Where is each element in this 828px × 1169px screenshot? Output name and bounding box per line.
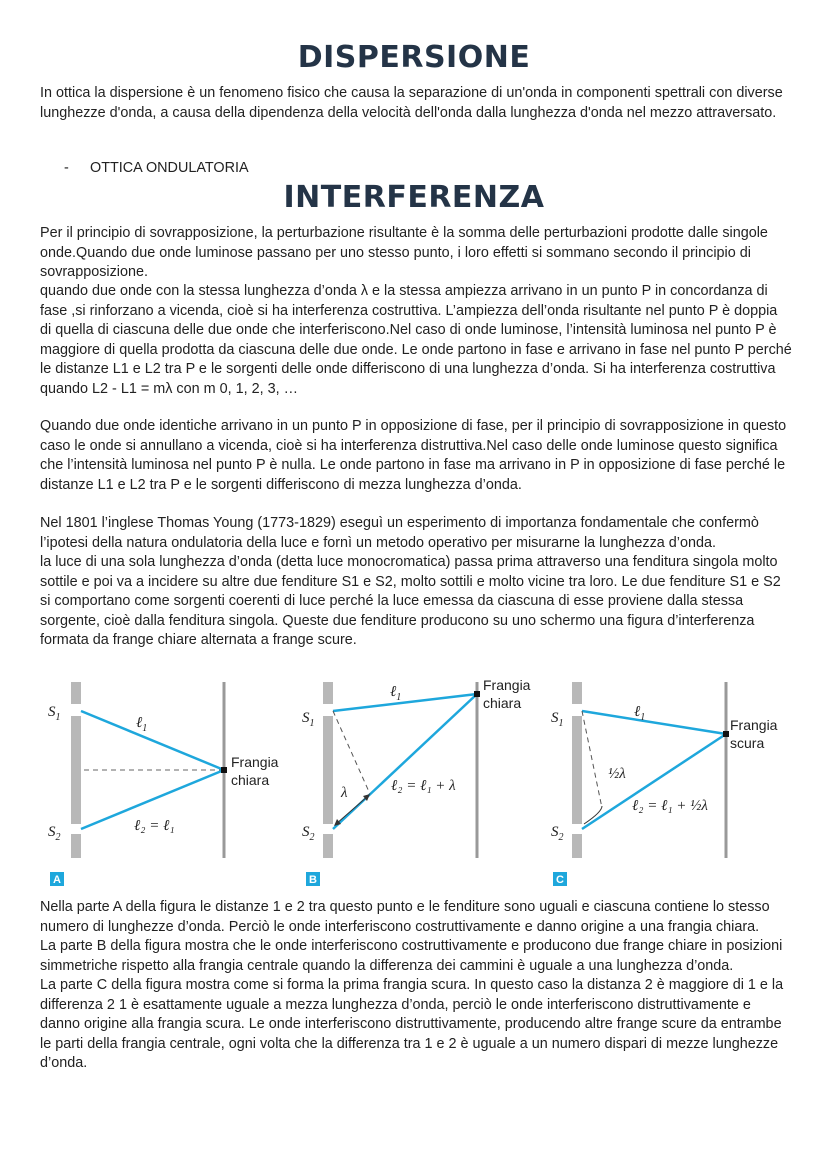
frangia-label-line2: chiara (483, 695, 522, 711)
figure-c (540, 672, 800, 894)
paragraph-4: Nel 1801 l’inglese Thomas Young (1773-1829) eseguì un esperimento di importanza fondamentale che confermò l’ipotesi della natura ondulatoria della luce e fornì un metodo operativo per misurarne la lunghezza d’onda. la luce di una sola lunghezza d’onda (detta luce monocromatica) passa prima attraverso una fenditura singola molto sottile e poi va a incidere su altre due fenditure S1 e S2, molto sottili e molto vicine tra loro. Le due fenditure S1 e S2 si comportano come sorgenti coerenti di luce perché la luce emessa da ciascuna di esse proviene dalla stessa sorgente, cioè dalla fenditura singola. Queste due fenditure producono su uno schermo una figura d’interferenza formata da frange chiare alternata a frange scure. (40, 515, 781, 648)
figure-b (290, 672, 550, 894)
l1-label: ℓ$_1$ (390, 684, 402, 703)
ray-l2 (582, 734, 726, 829)
paragraph-2: quando due onde con la stessa lunghezza d’onda λ e la stessa ampiezza arrivano in un punto P in concordanza di fase ,si rinforzano a vicenda, cioè si ha interferenza costruttiva. L’ampiezza dell’onda risultante nel punto P è doppia di quella di ciascuna delle due onde che interferiscono.Nel caso di onde luminose, l’intensità luminosa nel punto P è maggiore di quella prodotta da ciascuna delle due onde. Le onde partono in fase e arrivano in fase nel punto P perché le distanze L1 e L2 tra P e le sorgenti delle onde differiscono di una lunghezza d’onda. Si ha interferenza costruttiva quando L2 - L1 = mλ con m 0, 1, 2, 3, … (40, 283, 792, 397)
point-p (723, 731, 729, 737)
frangia-label-line2: scura (730, 735, 765, 751)
barrier-bottom (71, 834, 81, 858)
paragraph-1: Per il principio di sovrapposizione, la perturbazione risultante è la somma delle perturbazioni prodotte dalle singole onde.Quando due onde luminose passano per uno stesso punto, i loro effetti si sommano secondo il principio di sovrapposizione. (40, 225, 768, 280)
frangia-label-line1: Frangia (231, 754, 279, 770)
point-p (474, 691, 480, 697)
barrier-bottom (572, 834, 582, 858)
tag-letter: B (309, 874, 317, 886)
perpendicular (333, 711, 370, 794)
barrier-top (572, 682, 582, 704)
ray-l1 (81, 711, 224, 770)
figure-a (30, 672, 290, 894)
l1-label: ℓ$_1$ (634, 704, 646, 723)
bullet-dash: - (64, 160, 69, 176)
l1-label: ℓ$_1$ (136, 715, 148, 734)
frangia-label-line2: chiara (231, 772, 270, 788)
barrier-top (323, 682, 333, 704)
eq-label: ℓ₂ = ℓ₁ (134, 818, 175, 834)
bullet-text: OTTICA ONDULATORIA (90, 160, 249, 176)
tag-letter: C (556, 874, 564, 886)
eq-label: ℓ₂ = ℓ₁ + λ (391, 778, 456, 794)
lambda-label: λ (341, 785, 348, 801)
title-interferenza: INTERFERENZA (283, 180, 545, 215)
barrier-top (71, 682, 81, 704)
point-p (221, 767, 227, 773)
ray-l1 (333, 694, 477, 711)
perpendicular (582, 711, 602, 808)
ray-l2 (333, 694, 477, 829)
bullet-item (64, 160, 249, 176)
s1-label: $S_1$ (302, 710, 315, 729)
paragraph-5: Nella parte A della figura le distanze 1 e 2 tra questo punto e le fenditure sono uguali e ciascuna contiene lo stesso numero di lunghezze d’onda. Perciò le onde interferiscono costruttivamente e danno origine a una frangia chiara. La parte B della figura mostra che le onde interferiscono costruttivamente e producono due frange chiare in posizioni simmetriche rispetto alla frangia centrale quando la differenza dei cammini è uguale a una lunghezza d’onda. La parte C della figura mostra come si forma la prima frangia scura. In questo caso la distanza 2 è maggiore di 1 e la differenza 2 1 è esattamente uguale a mezza lunghezza d’onda, perciò le onde interferiscono distruttivamente e danno origine alla frangia scura. Le onde interferiscono distruttivamente, producendo altre frange scure da entrambe le parti della frangia centrale, ogni volta che la differenza tra 1 e 2 è uguale a un numero dispari di mezze lunghezze d’onda. (40, 899, 784, 1071)
s2-label: $S_2$ (48, 824, 61, 843)
barrier-bottom (323, 834, 333, 858)
barrier-middle (71, 716, 81, 824)
barrier-middle (323, 716, 333, 824)
tag-letter: A (53, 874, 61, 886)
intro-paragraph: In ottica la dispersione è un fenomeno fisico che causa la separazione di un'onda in componenti spettrali con diverse lunghezze d'onda, a causa della dipendenza della velocità dell'onda dalla lunghezza d'onda nel mezzo attraversato. (40, 85, 783, 121)
frangia-label-line1: Frangia (730, 717, 778, 733)
paragraph-3: Quando due onde identiche arrivano in un punto P in opposizione di fase, per il principio di sovrapposizione in questo caso le onde si annullano a vicenda, cioè si ha interferenza distruttiva.Nel caso delle onde luminose questo significa che l’intensità luminosa nel punto P è nulla. Le onde partono in fase ma arrivano in P in opposizione di fase perché le distanze L1 e L2 tra P e le sorgenti differiscono di mezza lunghezza d’onda. (40, 418, 787, 493)
s2-label: $S_2$ (551, 824, 564, 843)
barrier-middle (572, 716, 582, 824)
s1-label: $S_1$ (551, 710, 564, 729)
title-dispersione: DISPERSIONE (297, 40, 531, 75)
s2-label: $S_2$ (302, 824, 315, 843)
half-lambda-label: ½λ (608, 766, 626, 782)
frangia-label-line1: Frangia (483, 677, 531, 693)
s1-label: $S_1$ (48, 704, 61, 723)
eq-label: ℓ₂ = ℓ₁ + ½λ (632, 798, 708, 814)
ray-l1 (582, 711, 726, 734)
